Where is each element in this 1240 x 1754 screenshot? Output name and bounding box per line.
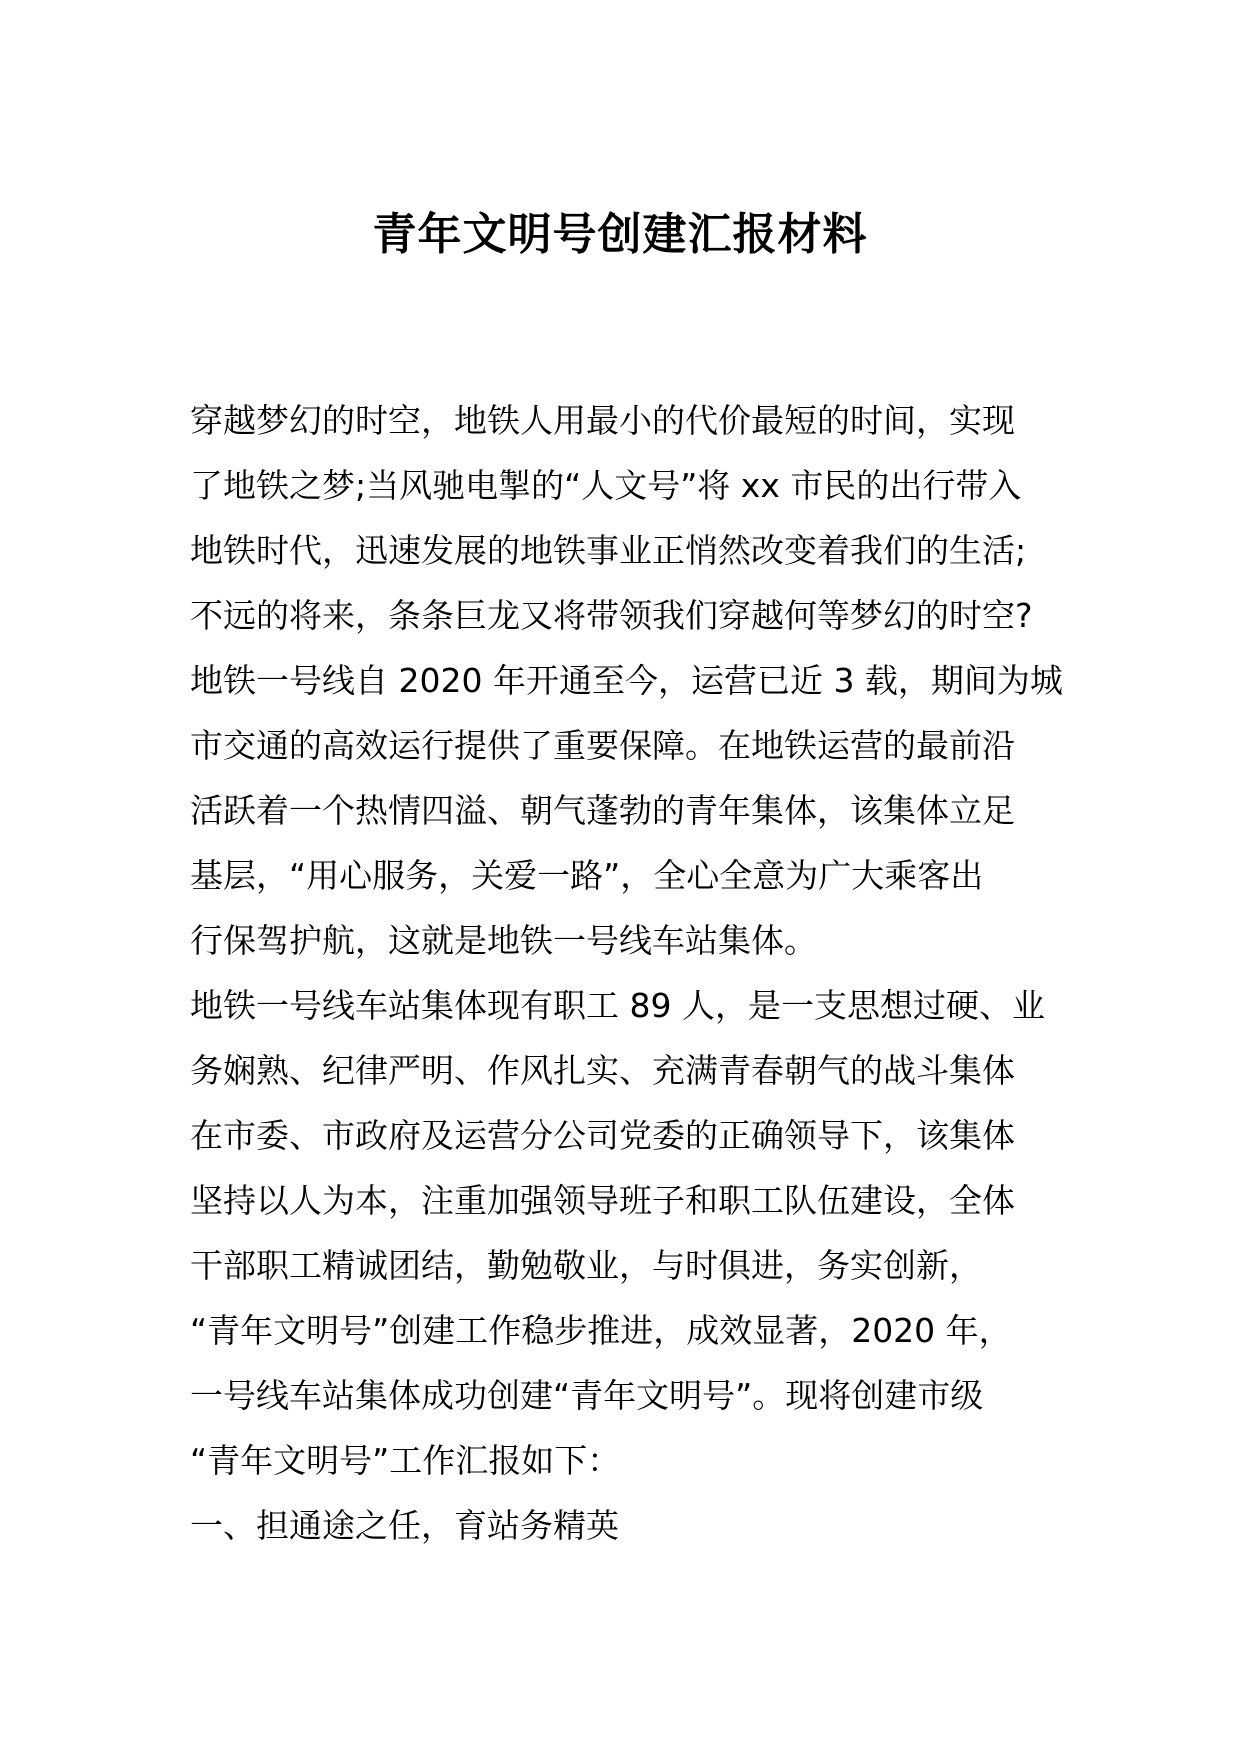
- text-line: 基层，“用心服务，关爱一路”，全心全意为广大乘客出: [190, 856, 984, 895]
- document-body: [190, 388, 1063, 1558]
- text-line: 在市委、市政府及运营分公司党委的正确领导下，该集体: [190, 1116, 1015, 1155]
- text-line: 不远的将来，条条巨龙又将带领我们穿越何等梦幻的时空?: [190, 596, 1033, 635]
- text-line: 一号线车站集体成功创建“青年文明号”。现将创建市级: [190, 1376, 984, 1415]
- text-line: 了地铁之梦;当风驰电掣的“人文号”将 xx 市民的出行带入: [190, 466, 1022, 505]
- text-line: 坚持以人为本，注重加强领导班子和职工队伍建设，全体: [190, 1181, 1015, 1220]
- text-line: “青年文明号”工作汇报如下：: [190, 1441, 621, 1480]
- text-line: 地铁一号线自 2020 年开通至今，运营已近 3 载，期间为城: [190, 661, 1063, 700]
- text-line: 干部职工精诚团结，勤勉敬业，与时俱进，务实创新，: [190, 1246, 982, 1285]
- section-heading: 一、担通途之任，育站务精英: [190, 1506, 619, 1545]
- text-line: 市交通的高效运行提供了重要保障。在地铁运营的最前沿: [190, 726, 1015, 765]
- text-line: “青年文明号”创建工作稳步推进，成效显著，2020 年，: [190, 1311, 1012, 1350]
- text-line: 务娴熟、纪律严明、作风扎实、充满青春朝气的战斗集体: [190, 1051, 1015, 1090]
- text-line: 活跃着一个热情四溢、朝气蓬勃的青年集体，该集体立足: [190, 791, 1015, 830]
- text-line: 地铁一号线车站集体现有职工 89 人，是一支思想过硬、业: [190, 986, 1045, 1025]
- text-line: 行保驾护航，这就是地铁一号线车站集体。: [190, 921, 817, 960]
- text-line: 地铁时代，迅速发展的地铁事业正悄然改变着我们的生活;: [190, 531, 1027, 570]
- text-line: 穿越梦幻的时空，地铁人用最小的代价最短的时间，实现: [190, 401, 1015, 440]
- document-title: 青年文明号创建汇报材料: [372, 209, 868, 260]
